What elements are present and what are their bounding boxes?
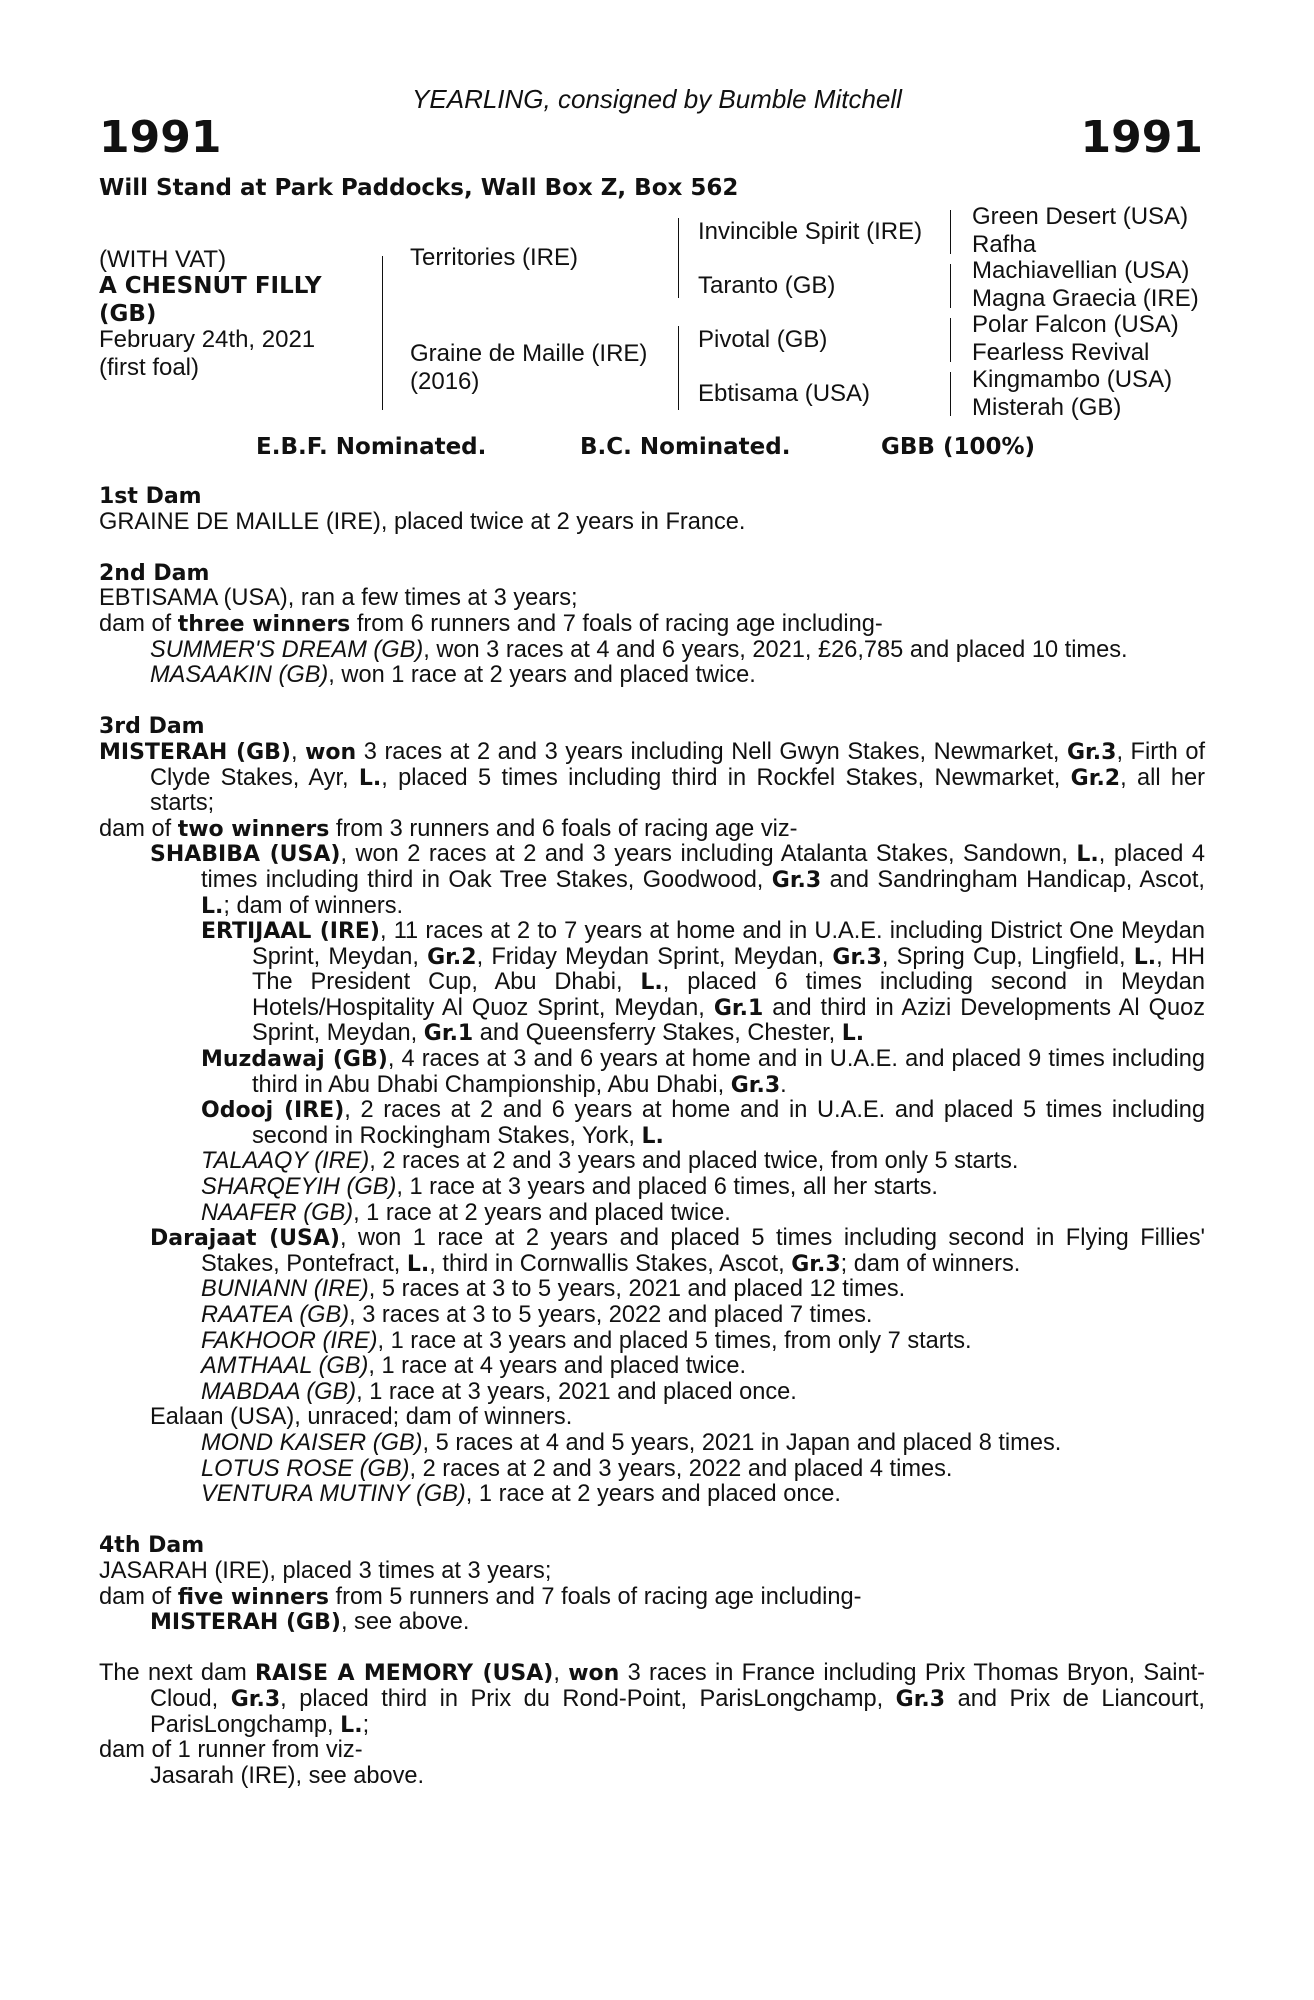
ss-dam: Rafha [972, 231, 1037, 258]
dam: Graine de Maille (IRE) [410, 340, 648, 367]
third-dam-section [99, 714, 1205, 1507]
produce-entry: MABDAA (GB), 1 race at 3 years, 2021 and placed once. [201, 1378, 797, 1405]
foaling-date: February 24th, 2021 [99, 326, 316, 353]
sire-sire: Invincible Spirit (IRE) [698, 218, 923, 245]
dam-dam: Ebtisama (USA) [698, 380, 871, 407]
produce-entry: Ealaan (USA), unraced; dam of winners. [150, 1404, 573, 1431]
produce-entry: LOTUS ROSE (GB), 2 races at 2 and 3 years, 2022 and placed 4 times. [201, 1455, 953, 1482]
produce-entry: MASAAKIN (GB), won 1 race at 2 years and placed twice. [150, 662, 756, 689]
ds-dam: Fearless Revival [972, 339, 1150, 366]
produce-entry: TALAAQY (IRE), 2 races at 2 and 3 years and placed twice, from only 5 starts. [201, 1148, 1019, 1175]
gbb-status: GBB (100%) [881, 434, 1036, 460]
pedigree-brace-ds [950, 318, 951, 362]
dd-dam: Misterah (GB) [972, 394, 1122, 421]
bc-nomination: B.C. Nominated. [580, 434, 791, 460]
ebf-nomination: E.B.F. Nominated. [256, 434, 487, 460]
first-dam-text: GRAINE DE MAILLE (IRE), placed twice at 2 years in France. [99, 508, 746, 535]
sd-dam: Magna Graecia (IRE) [972, 285, 1199, 312]
produce-entry: Darajaat (USA), won 1 race at 2 years and placed 5 times including second in Flying Fillies' Stakes, Pontefract, L., third in Cornwallis Stakes, Ascot, Gr.3; dam of winners. [150, 1225, 1205, 1277]
second-dam-produce-summary: dam of three winners from 6 runners and 7 foals of racing age including- [99, 610, 883, 637]
foal-note: (first foal) [99, 354, 200, 381]
pedigree-brace-ss [950, 210, 951, 254]
section-heading: 3rd Dam [99, 714, 205, 740]
lot-number-left: 1991 [99, 112, 222, 163]
third-dam-produce-summary: dam of two winners from 3 runners and 6 foals of racing age viz- [99, 815, 798, 842]
next-dam-section [99, 1661, 1205, 1789]
sd-sire: Machiavellian (USA) [972, 257, 1190, 284]
third-dam-line: MISTERAH (GB), won 3 races at 2 and 3 years including Nell Gwyn Stakes, Newmarket, Gr.3, Firth of Clyde Stakes, Ayr, L., placed 5 times including third in Rockfel Stakes, Newmarket, Gr.2, all her starts; [99, 738, 1206, 817]
vat-note: (WITH VAT) [99, 246, 227, 273]
section-heading: 2nd Dam [99, 560, 210, 586]
produce-entry: Odooj (IRE), 2 races at 2 and 6 years at home and in U.A.E. and placed 5 times including second in Rockingham Stakes, York, L. [201, 1097, 1205, 1149]
pedigree-brace-sire [678, 218, 679, 298]
pedigree-brace-main [382, 256, 383, 410]
second-dam-line: EBTISAMA (USA), ran a few times at 3 years; [99, 585, 578, 612]
section-heading: 4th Dam [99, 1533, 205, 1559]
produce-entry: RAATEA (GB), 3 races at 3 to 5 years, 2022 and placed 7 times. [201, 1302, 873, 1328]
produce-entry: SHABIBA (USA), won 2 races at 2 and 3 years including Atalanta Stakes, Sandown, L., placed 4 times including third in Oak Tree Stakes, Goodwood, Gr.3 and Sandringham Handicap, Ascot, L.; dam of winners. [150, 841, 1205, 919]
next-dam-line: The next dam RAISE A MEMORY (USA), won 3 races in France including Prix Thomas Bryon, Saint-Cloud, Gr.3, placed third in Prix du Rond-Point, ParisLongchamp, Gr.3 and Prix de Liancourt, ParisLongchamp, L.; [99, 1660, 1205, 1738]
fourth-dam-section [99, 1533, 1205, 1635]
horse-name: A CHESNUT FILLY [99, 273, 322, 299]
sire-dam: Taranto (GB) [698, 272, 836, 299]
produce-entry: Muzdawaj (GB), 4 races at 3 and 6 years at home and in U.A.E. and placed 9 times including third in Abu Dhabi Championship, Abu Dhabi, Gr.3. [201, 1046, 1205, 1098]
stand-location: Will Stand at Park Paddocks, Wall Box Z, Box 562 [99, 175, 739, 201]
second-dam-section [99, 561, 1205, 689]
produce-entry: MOND KAISER (GB), 5 races at 4 and 5 years, 2021 in Japan and placed 8 times. [201, 1429, 1062, 1456]
pedigree-brace-dd [950, 372, 951, 416]
dam-sire: Pivotal (GB) [698, 326, 828, 353]
horse-origin: (GB) [99, 301, 157, 327]
fourth-dam-line: JASARAH (IRE), placed 3 times at 3 years; [99, 1557, 552, 1584]
catalogue-body [99, 484, 1205, 1789]
produce-entry: VENTURA MUTINY (GB), 1 race at 2 years and placed once. [201, 1481, 841, 1508]
produce-entry: SUMMER'S DREAM (GB), won 3 races at 4 and 6 years, 2021, £26,785 and placed 10 times. [150, 636, 1128, 663]
produce-entry: BUNIANN (IRE), 5 races at 3 to 5 years, 2021 and placed 12 times. [201, 1276, 906, 1303]
produce-entry: Jasarah (IRE), see above. [150, 1762, 425, 1789]
lot-number-right: 1991 [1080, 112, 1203, 163]
dam-year: (2016) [410, 368, 480, 395]
fourth-dam-produce-summary: dam of five winners from 5 runners and 7 foals of racing age including- [99, 1583, 862, 1610]
dd-sire: Kingmambo (USA) [972, 366, 1173, 393]
section-heading: 1st Dam [99, 484, 202, 509]
consignment-line: YEARLING, consigned by Bumble Mitchell [412, 84, 902, 114]
produce-entry: ERTIJAAL (IRE), 11 races at 2 to 7 years at home and in U.A.E. including District One Meydan Sprint, Meydan, Gr.2, Friday Meydan Sprint, Meydan, Gr.3, Spring Cup, Lingfield, L., HH The President Cup, Abu Dhabi, L., placed 6 times including second in Meydan Hotels/Hospitality Al Quoz Sprint, Meydan, Gr.1 and third in Azizi Developments Al Quoz Sprint, Meydan, Gr.1 and Queensferry Stakes, Chester, L. [201, 918, 1206, 1047]
produce-entry: NAAFER (GB), 1 race at 2 years and placed twice. [201, 1199, 731, 1226]
produce-entry: MISTERAH (GB), see above. [150, 1609, 470, 1636]
sire: Territories (IRE) [410, 244, 579, 271]
produce-entry: SHARQEYIH (GB), 1 race at 3 years and placed 6 times, all her starts. [201, 1174, 938, 1201]
pedigree-brace-dam [678, 326, 679, 410]
next-dam-produce-summary: dam of 1 runner from viz- [99, 1737, 363, 1764]
produce-entry: FAKHOOR (IRE), 1 race at 3 years and placed 5 times, from only 7 starts. [201, 1327, 972, 1354]
ss-sire: Green Desert (USA) [972, 203, 1189, 230]
produce-entry: AMTHAAL (GB), 1 race at 4 years and placed twice. [201, 1353, 747, 1380]
first-dam-section [99, 484, 1205, 535]
pedigree-brace-sd [950, 264, 951, 308]
ds-sire: Polar Falcon (USA) [972, 311, 1179, 338]
